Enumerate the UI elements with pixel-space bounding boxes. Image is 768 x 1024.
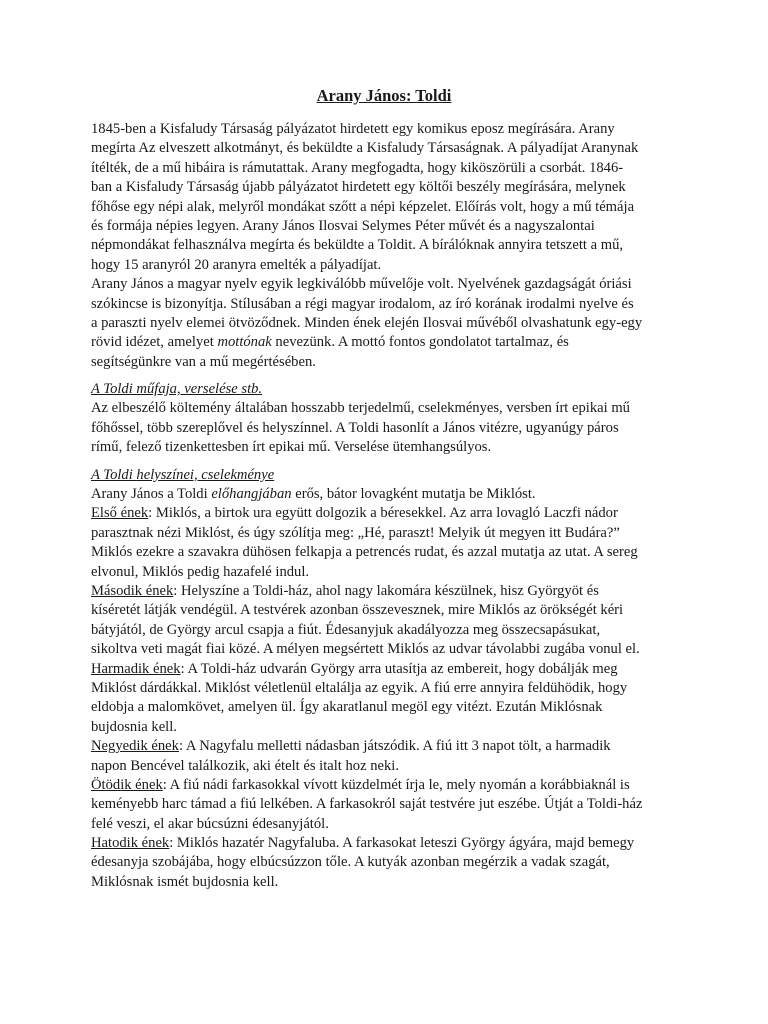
text-line: elvonul, Miklós pedig hazafelé indul. — [91, 563, 310, 580]
text-segment: : Helyszíne a Toldi-ház, ahol nagy lakomára készülnek, hisz Györgyöt és — [173, 582, 599, 599]
song-label: Negyedik ének — [91, 738, 179, 755]
text-line: hogy 15 aranyról 20 aranyra emelték a pályadíjat. — [91, 256, 382, 273]
text-line: a paraszti nyelv elemei ötvöződnek. Minden ének elején Ilosvai művéből olvashatunk egy-egy — [91, 314, 643, 331]
section-heading-genre: A Toldi műfaja, verselése stb. — [91, 381, 263, 398]
song-label: Második ének — [91, 582, 174, 599]
text-line — [91, 333, 691, 352]
text-line: eldobja a malomkövet, amelyen ül. Így akaratlanul megöl egy vitézt. Ezután Miklósnak — [91, 699, 603, 716]
text-line: megírta Az elveszett alkotmányt, és beküldte a Kisfaludy Társaságnak. A pályadíjat Aranynak — [91, 140, 639, 157]
text-segment: : A Toldi-ház udvarán György arra utasítja az embereit, hogy dobálják meg — [180, 660, 618, 677]
song-line — [91, 776, 691, 795]
paragraph-history — [91, 120, 691, 275]
text-line: Arany János a magyar nyelv egyik legkiválóbb művelője volt. Nyelvének gazdagságát óriási — [91, 276, 632, 293]
italic-term-motto: mottónak — [217, 334, 272, 351]
text-segment: : A fiú nádi farkasokkal vívott küzdelmét írja le, mely nyomán a korábbiaknál is — [162, 776, 630, 793]
text-line: főhőse egy népi alak, melyről mondákat szőtt a népi képzelet. Előírás volt, hogy a mű témája — [91, 198, 635, 215]
text-segment: rövid idézet, amelyet — [91, 334, 218, 351]
section-genre — [91, 380, 691, 458]
text-segment: erős, bátor lovagként mutatja be Miklóst. — [291, 486, 536, 503]
text-line: bátyjától, de György arcul csapja a fiút. Édesanyjuk akadályozza meg összecsapásukat, — [91, 621, 601, 638]
text-line: főhőssel, több szereplővel és helyszínnel. A Toldi hasonlít a János vitézre, ugyanúgy páros — [91, 419, 619, 436]
song-label: Első ének — [91, 505, 149, 522]
text-line: sikoltva veti magát fiai közé. A mélyen megsértett Miklós az udvar távolabbi zugába vonul el. — [91, 641, 640, 658]
paragraph-language — [91, 275, 691, 372]
text-line: kíséretét látják vendégül. A testvérek azonban összevesznek, mire Miklós az örökségét kéri — [91, 602, 624, 619]
song-line — [91, 582, 691, 601]
text-segment: : Miklós hazatér Nagyfaluba. A farkasokat leteszi György ágyára, majd bemegy — [169, 835, 635, 852]
song-line — [91, 834, 691, 853]
text-line: Miklós ezekre a szavakra dühösen felkapja a petrencés rudat, és azzal mutatja az utat. A sereg — [91, 544, 638, 561]
song-line — [91, 504, 691, 523]
page-title: Arany János: Toldi — [316, 86, 452, 105]
text-line: és formája népies legyen. Arany János Ilosvai Selymes Péter művét és a nagyszalontai — [91, 217, 595, 234]
song-label: Ötödik ének — [91, 776, 163, 793]
text-segment: : A Nagyfalu melletti nádasban játszódik. A fiú itt 3 napot tölt, a harmadik — [178, 738, 611, 755]
text-line: Az elbeszélő költemény általában hosszabb terjedelmű, cselekményes, versben írt epikai mű — [91, 400, 630, 417]
text-segment: nevezünk. A mottó fontos gondolatot tartalmaz, és — [271, 334, 569, 351]
song-line — [91, 660, 691, 679]
section-heading-plot: A Toldi helyszínei, cselekménye — [91, 466, 275, 483]
song-label: Harmadik ének — [91, 660, 181, 677]
text-line: szókincse is bizonyítja. Stílusában a régi magyar irodalom, az író korának irodalmi nyelve és — [91, 295, 634, 312]
text-line: napon Bencével találkozik, aki ételt és italt hoz neki. — [91, 757, 399, 774]
text-line: népmondákat felhasználva megírta és beküldte a Toldit. A bírálóknak annyira tetszett a mű, — [91, 237, 624, 254]
text-line: ítélték, de a mű hibáira is rámutattak. Arany megfogadta, hogy kiköszörüli a csorbát. 1846- — [91, 159, 624, 176]
section-plot — [91, 466, 691, 893]
text-line: keményebb harc támad a fiú lelkében. A farkasokról saját testvére jut eszébe. Útját a Toldi-ház — [91, 796, 643, 813]
text-line: ban a Kisfaludy Társaság újabb pályázatot hirdetett egy költői beszély megírására, melynek — [91, 179, 626, 196]
text-line: rímű, felező tizenkettesben írt epikai mű. Verselése ütemhangsúlyos. — [91, 439, 492, 456]
text-line: segítségünkre van a mű megértésében. — [91, 353, 316, 370]
text-line: bujdosnia kell. — [91, 718, 177, 735]
text-segment: : Miklós, a birtok ura együtt dolgozik a béresekkel. Az arra lovagló Laczfi nádor — [148, 505, 618, 522]
text-segment: Arany János a Toldi — [91, 486, 212, 503]
text-line: felé veszi, el akar búcsúzni édesanyjától. — [91, 815, 329, 832]
song-line — [91, 737, 691, 756]
text-line: Miklóst dárdákkal. Miklóst véletlenül eltalálja az egyik. A fiú erre annyira feldühödik, hogy — [91, 679, 628, 696]
song-label: Hatodik ének — [91, 835, 170, 852]
text-line: 1845-ben a Kisfaludy Társaság pályázatot hirdetett egy komikus eposz megírására. Arany — [91, 121, 615, 137]
document-body — [91, 120, 691, 892]
text-line: parasztnak nézi Miklóst, és úgy szólítja meg: „Hé, paraszt! Melyik út megyen itt Budára?” — [91, 524, 620, 541]
text-line — [91, 485, 691, 504]
text-line: Miklósnak ismét bujdosnia kell. — [91, 873, 279, 890]
text-line: édesanyja szobájába, hogy elbúcsúzzon tőle. A kutyák azonban megérzik a vadak szagát, — [91, 854, 610, 871]
italic-term-prologue: előhangjában — [211, 486, 292, 503]
